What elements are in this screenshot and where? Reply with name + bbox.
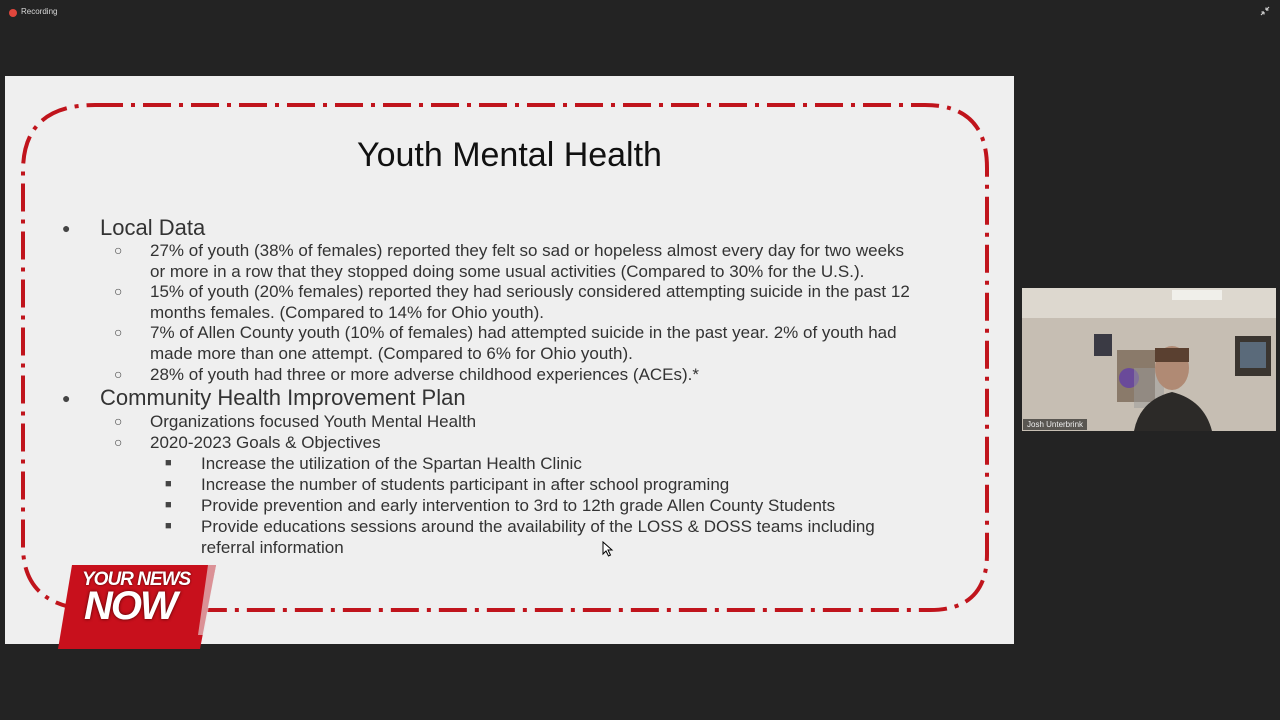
bullet-icon: ○ xyxy=(114,434,123,450)
logo-text: YOUR NEWS xyxy=(82,569,191,590)
section-heading: Local Data xyxy=(100,215,206,240)
bullet-icon: ○ xyxy=(114,413,123,429)
list-item: Provide prevention and early intervention to 3rd to 12th grade Allen County Students xyxy=(201,496,836,515)
list-item: 7% of Allen County youth (10% of females) had attempted suicide in the past year. 2% of youth had xyxy=(150,323,897,342)
participant-video[interactable] xyxy=(1022,288,1276,431)
recording-bar xyxy=(0,0,1280,28)
list-item: Increase the utilization of the Spartan Health Clinic xyxy=(201,454,582,473)
bullet-icon: ■ xyxy=(165,499,172,511)
recording-label: Recording xyxy=(21,7,58,16)
list-item: Provide educations sessions around the availability of the LOSS & DOSS teams including xyxy=(201,517,875,536)
list-item: 15% of youth (20% females) reported they had seriously considered attempting suicide in the past 12 xyxy=(150,282,910,301)
list-item: 27% of youth (38% of females) reported they felt so sad or hopeless almost every day for two weeks xyxy=(150,241,905,260)
participant-name-label: Josh Unterbrink xyxy=(1023,419,1087,430)
list-item: months females. (Compared to 14% for Ohio youth). xyxy=(150,303,545,322)
bullet-icon: ■ xyxy=(165,520,172,532)
list-item: Increase the number of students participant in after school programing xyxy=(201,475,730,494)
bullet-icon: ■ xyxy=(165,478,172,490)
list-item: Organizations focused Youth Mental Health xyxy=(150,412,477,431)
shared-screen-slide xyxy=(5,76,1014,644)
bullet-icon: ○ xyxy=(114,324,123,340)
logo-text: NOW xyxy=(84,584,176,628)
slide-content xyxy=(5,76,1014,644)
bullet-icon: ● xyxy=(62,390,71,406)
bullet-icon: ○ xyxy=(114,242,123,258)
bullet-icon: ■ xyxy=(165,457,172,469)
list-item: or more in a row that they stopped doing some usual activities (Compared to 30% for the U.S.). xyxy=(150,262,865,281)
list-item: 2020-2023 Goals & Objectives xyxy=(150,433,381,452)
section-heading: Community Health Improvement Plan xyxy=(100,385,466,410)
bullet-icon: ○ xyxy=(114,366,123,382)
list-item: 28% of youth had three or more adverse childhood experiences (ACEs).* xyxy=(150,365,700,384)
webcam-feed xyxy=(1022,288,1276,431)
slide-title: Youth Mental Health xyxy=(357,136,662,174)
bullet-icon: ● xyxy=(62,220,71,236)
bullet-icon: ○ xyxy=(114,283,123,299)
exit-fullscreen-icon[interactable] xyxy=(1258,6,1272,20)
mouse-cursor-icon xyxy=(602,541,614,557)
recording-indicator-icon xyxy=(9,9,17,17)
list-item: referral information xyxy=(201,538,344,557)
list-item: made more than one attempt. (Compared to 6% for Ohio youth). xyxy=(150,344,633,363)
